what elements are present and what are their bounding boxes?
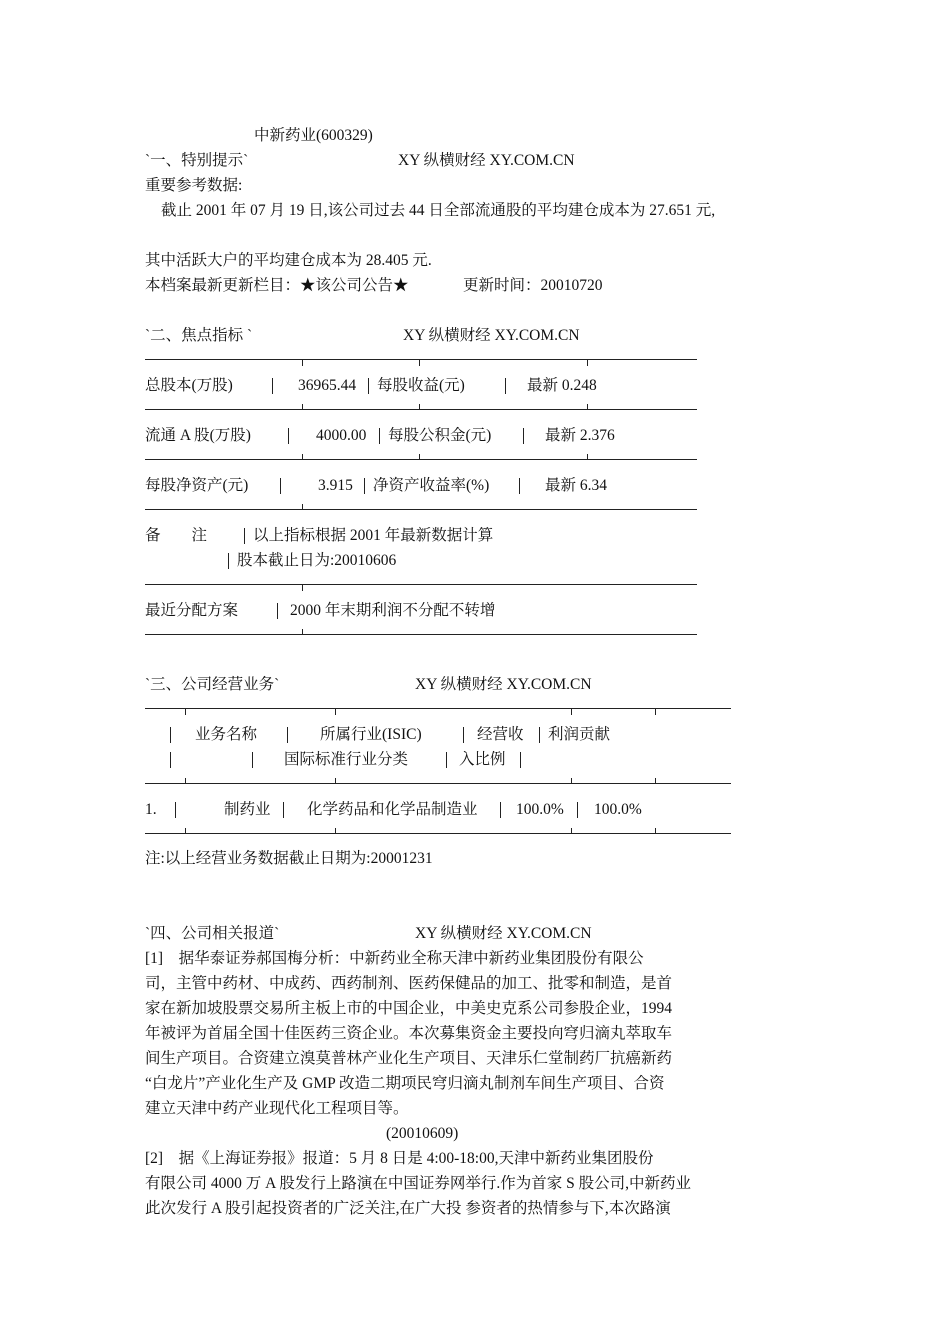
metric-value: 3.915 — [318, 477, 353, 494]
metric-label: 每股收益(元) — [377, 377, 465, 394]
report-line: 年被评为首届全国十佳医药三资企业。本次募集资金主要投向穹归滴丸萃取车 — [145, 1025, 673, 1042]
distribution-label: 最近分配方案 — [145, 602, 239, 619]
section1-heading: `一、特别提示` — [145, 152, 249, 169]
col-revenue-sub: 入比例 — [459, 751, 506, 768]
section3-heading: `三、公司经营业务` — [145, 676, 280, 693]
table-rule — [145, 783, 731, 784]
section4-heading: `四、公司相关报道` — [145, 925, 280, 942]
site-watermark-3: XY 纵横财经 XY.COM.CN — [415, 676, 592, 693]
report-line: 间生产项目。合资建立溴莫普林产业化生产项目、天津乐仁堂制药厂抗癌新药 — [145, 1050, 673, 1067]
table-rule — [145, 459, 697, 460]
ref-data-label: 重要参考数据: — [145, 177, 243, 194]
report-line: [2] 据《上海证券报》报道：5 月 8 日是 4:00-18:00,天津中新药业集团股份 — [145, 1150, 654, 1167]
table-rule — [145, 634, 697, 635]
metric-value: 36965.44 — [298, 377, 357, 394]
business-note: 注:以上经营业务数据截止日期为:20001231 — [145, 850, 433, 867]
col-industry: 所属行业(ISIC) — [320, 726, 422, 743]
note-line-1: 以上指标根据 2001 年最新数据计算 — [253, 527, 494, 544]
table-rule — [145, 584, 697, 585]
metric-label: 总股本(万股) — [145, 377, 233, 394]
metric-value: 最新 6.34 — [545, 477, 608, 494]
metric-label: 流通 A 股(万股) — [145, 427, 251, 444]
note-label: 备 注 — [145, 527, 208, 544]
table-rule — [145, 359, 697, 360]
row-revenue-share: 100.0% — [516, 801, 564, 818]
report-line: 家在新加坡股票交易所主板上市的中国企业，中美史克系公司参股企业，1994 — [145, 1000, 673, 1017]
metric-value: 最新 2.376 — [545, 427, 615, 444]
row-number: 1. — [145, 801, 157, 818]
document-title: 中新药业(600329) — [254, 127, 373, 144]
table-rule — [145, 509, 697, 510]
metric-label: 净资产收益率(%) — [373, 477, 490, 494]
section2-heading: `二、焦点指标 ` — [145, 327, 253, 344]
metric-label: 每股公积金(元) — [388, 427, 492, 444]
note-line-2: 股本截止日为:20010606 — [237, 552, 397, 569]
report-line: 此次发行 A 股引起投资者的广泛关注,在广大投 参资者的热情参与下,本次路演 — [145, 1200, 671, 1217]
site-watermark-4: XY 纵横财经 XY.COM.CN — [415, 925, 592, 942]
row-industry: 化学药品和化学品制造业 — [307, 801, 478, 818]
distribution-value: 2000 年末期利润不分配不转增 — [290, 602, 496, 619]
table-rule — [145, 833, 731, 834]
site-watermark-2: XY 纵横财经 XY.COM.CN — [403, 327, 580, 344]
cost-paragraph-1: 截止 2001 年 07 月 19 日,该公司过去 44 日全部流通股的平均建仓成本为 27.651 元, — [161, 202, 716, 219]
site-watermark-1: XY 纵横财经 XY.COM.CN — [398, 152, 575, 169]
table-rule — [145, 708, 731, 709]
row-profit-share: 100.0% — [594, 801, 642, 818]
col-revenue: 经营收 — [477, 726, 524, 743]
table-rule — [145, 409, 697, 410]
report-line: [1] 据华泰证券郝国梅分析：中新药业全称天津中新药业集团股份有限公 — [145, 950, 644, 967]
metric-value: 4000.00 — [316, 427, 367, 444]
col-industry-sub: 国际标准行业分类 — [284, 751, 409, 768]
report-line: 建立天津中药产业现代化工程项目等。 — [145, 1100, 409, 1117]
cost-paragraph-2: 其中活跃大户的平均建仓成本为 28.405 元. — [145, 252, 432, 269]
report-line: 有限公司 4000 万 A 股发行上路演在中国证券网举行.作为首家 S 股公司,中新药业 — [145, 1175, 691, 1192]
report-date: (20010609) — [386, 1125, 459, 1142]
row-business-name: 制药业 — [224, 801, 271, 818]
col-profit: 利润贡献 — [548, 726, 611, 743]
metric-label: 每股净资产(元) — [145, 477, 249, 494]
metric-value: 最新 0.248 — [527, 377, 597, 394]
col-business-name: 业务名称 — [195, 726, 258, 743]
update-time: 更新时间：20010720 — [463, 277, 603, 294]
report-line: “白龙片”产业化生产及 GMP 改造二期项民穹归滴丸制剂车间生产项目、合资 — [145, 1075, 665, 1092]
update-column: 本档案最新更新栏目：★该公司公告★ — [145, 277, 409, 294]
report-line: 司，主管中药材、中成药、西药制剂、医药保健品的加工、批零和制造，是首 — [145, 975, 673, 992]
